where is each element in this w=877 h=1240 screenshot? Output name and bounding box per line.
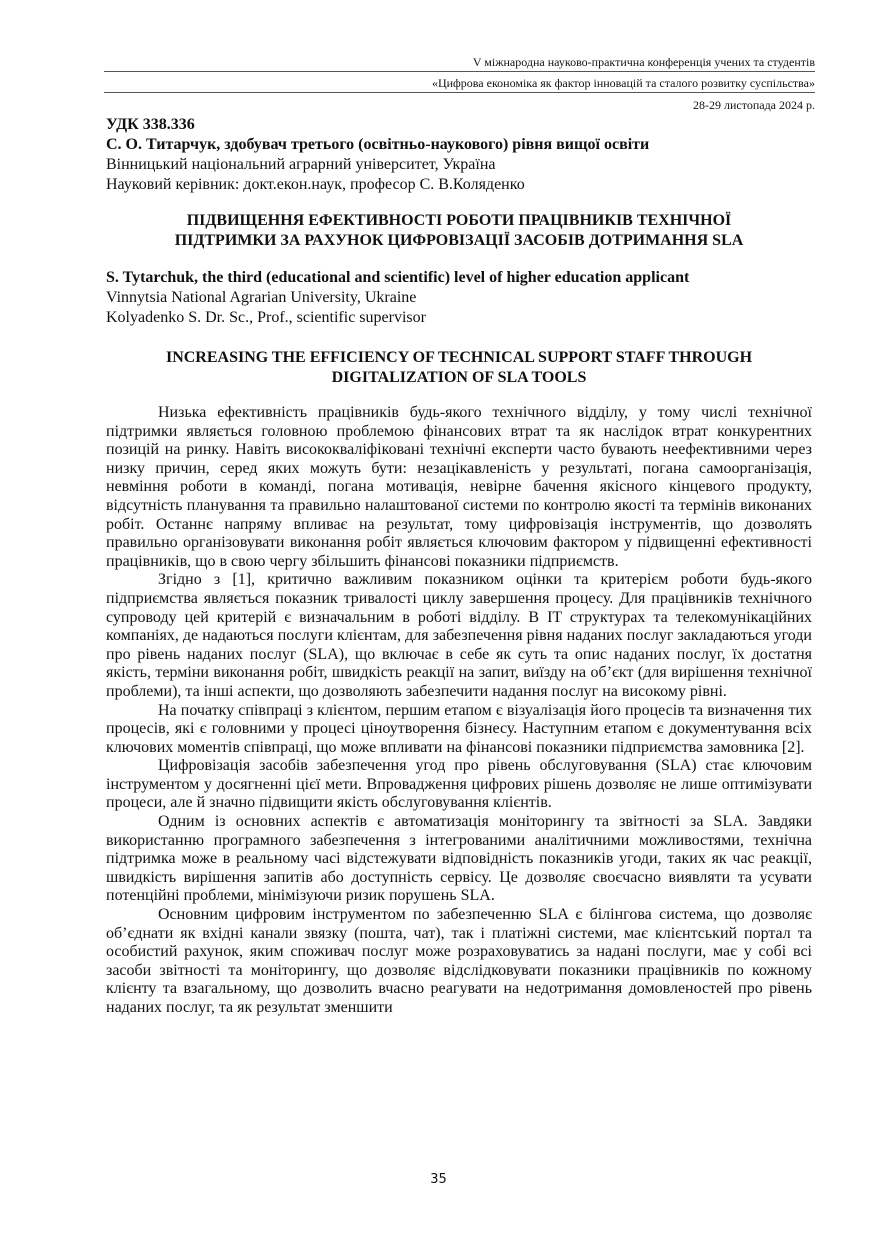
article-body bbox=[106, 404, 812, 1018]
title-en-line: INCREASING THE EFFICIENCY OF TECHNICAL SUPPORT STAFF THROUGH bbox=[165, 349, 753, 366]
header-rule bbox=[104, 92, 815, 93]
udc-code: УДК 338.336 bbox=[106, 116, 195, 133]
body-paragraph: Одним із основних аспектів є автоматизація моніторингу та звітності за SLA. Завдяки використанню програмного забезпечення з інтегрованими аналітичними можливостями, технічна підтримка може в реальному часі відстежувати відповідність показників угоди, таких як час реакції, швидкість вирішення запитів або доступність сервісу. Це дозволяє своєчасно виявляти та усувати потенційні проблеми, мінімізуючи ризик порушень SLA. bbox=[106, 813, 812, 905]
body-paragraph: Згідно з [1], критично важливим показником оцінки та критерієм роботи будь-якого підприємства являється показник тривалості циклу завершення процесу. Для працівників технічного супроводу цей критерій є визначальним в роботі відділу. В IT структурах та телекомунікаційних компаніях, де надаються послуги клієнтам, для забезпечення рівня наданих послуг закладаються угоди про рівень наданих послуг (SLA), що включає в себе як суть та опис наданих послуг, їх достатня якість, терміни виконання робіт, швидкість реакції на запит, виїзду на об’єкт (для вирішення технічної проблеми), та інші аспекти, що дозволяють забезпечити надання послуг на високому рівні. bbox=[106, 571, 812, 700]
affiliation-en: Vinnytsia National Agrarian University, Ukraine bbox=[106, 289, 417, 306]
title-en-line: DIGITALIZATION OF SLA TOOLS bbox=[331, 369, 587, 386]
conference-date: 28-29 листопада 2024 р. bbox=[693, 98, 815, 112]
body-paragraph: Низька ефективність працівників будь-якого технічного відділу, у тому числі технічної підтримки являється головною проблемою фінансових втрат та як наслідок втрат конкурентних позицій на ринку. Навіть висококваліфіковані технічні експерти часто бувають неефективними через низку причин, серед яких можуть бути: незацікавленість у результаті, погана самоорганізація, невміння роботи в команді, погана мотивація, невірне бачення якісного кінцевого продукту, відсутність планування та правильно налаштованої системи по контролю якості та термінів виконаних робіт. Останнє напряму впливає на результат, тому цифровізація інструментів, що дозволять правильно організовувати виконання робіт являється ключовим фактором у підвищенні ефективності працівників, що в свою чергу збільшить фінансові показники підприємств. bbox=[106, 404, 812, 570]
title-uk-line: ПІДВИЩЕННЯ ЕФЕКТИВНОСТІ РОБОТИ ПРАЦІВНИКІВ ТЕХНІЧНОЇ bbox=[186, 212, 732, 229]
supervisor-uk: Науковий керівник: докт.екон.наук, професор С. В.Коляденко bbox=[106, 176, 525, 193]
author-block-uk bbox=[106, 115, 806, 195]
author-role-en: , the third (educational and scientific) level of higher education applicant bbox=[194, 269, 690, 286]
page-number: 35 bbox=[430, 1172, 447, 1187]
conference-title: V міжнародна науково-практична конференція учених та студентів bbox=[472, 55, 815, 69]
author-name-uk: С. О. Титарчук, здобувач третього (освітньо-наукового) рівня вищої освіти bbox=[106, 136, 650, 153]
affiliation-uk: Вінницький національний аграрний університет, Україна bbox=[106, 156, 496, 173]
body-paragraph: На початку співпраці з клієнтом, першим етапом є візуалізація його процесів та визначення тих процесів, які є головними у процесі ціноутворення бізнесу. Наступним етапом є документування всіх ключових моментів співпраці, що може впливати на фінансові показники підприємства замовника [2]. bbox=[106, 701, 812, 756]
body-paragraph: Цифровізація засобів забезпечення угод про рівень обслуговування (SLA) стає ключовим інструментом у досягненні цієї мети. Впровадження цифрових рішень дозволяє не лише оптимізувати процеси, але й значно підвищити якість обслуговування клієнтів. bbox=[106, 757, 812, 812]
author-name-en: S. Tytarchuk bbox=[106, 269, 195, 286]
paper-title-uk bbox=[106, 211, 812, 251]
conference-theme: «Цифрова економіка як фактор інновацій та сталого розвитку суспільства» bbox=[431, 76, 815, 90]
body-paragraph: Основним цифровим інструментом по забезпеченню SLA є білінгова система, що дозволяє об’єднати як вхідні канали звязку (пошта, чат), так і платіжні системи, має клієнтський портал та особистий рахунок, яким споживач послуг може розраховуватись за надані послуги, має у собі всі засоби звітності та моніторингу, що дозволяє відслідковувати показники працівників по кожному клієнту та взагальному, що дозволить вчасно реагувати на недотримання домовленостей про рівень наданих послуг, та як результат зменшити bbox=[106, 906, 812, 1016]
supervisor-en: Kolyadenko S. Dr. Sc., Prof., scientific supervisor bbox=[106, 309, 426, 326]
header-rule bbox=[104, 71, 815, 72]
title-uk-line: ПІДТРИМКИ ЗА РАХУНОК ЦИФРОВІЗАЦІЇ ЗАСОБІВ ДОТРИМАННЯ SLA bbox=[174, 232, 744, 249]
paper-title-en bbox=[106, 348, 812, 388]
author-block-en bbox=[106, 268, 806, 328]
author-name-en-line bbox=[106, 268, 806, 288]
